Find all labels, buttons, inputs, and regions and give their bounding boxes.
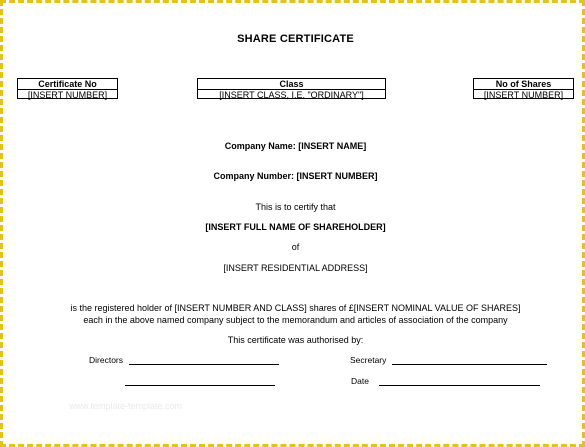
holder-line-2: each in the above named company subject to the memorandum and articles of association of the company: [83, 315, 508, 325]
authorised-text: This certificate was authorised by:: [227, 335, 364, 345]
holder-line-1: is the registered holder of [INSERT NUMBER AND CLASS] shares of £[INSERT NOMINAL VALUE OF SHARES]: [70, 303, 521, 313]
shareholder-name: [INSERT FULL NAME OF SHAREHOLDER]: [205, 222, 386, 232]
date-line: [379, 385, 540, 386]
residential-address: [INSERT RESIDENTIAL ADDRESS]: [223, 263, 368, 273]
director-signature-line-2: [125, 385, 275, 386]
date-label: Date: [351, 376, 369, 386]
watermark: www.template-template.com: [69, 401, 183, 411]
company-number: Company Number: [INSERT NUMBER]: [213, 171, 378, 181]
no-of-shares-box: [473, 78, 574, 99]
class-box: [197, 78, 386, 99]
certificate-title: SHARE CERTIFICATE: [237, 33, 354, 45]
certificate-no-box: [17, 78, 118, 99]
certificate-no-value: [INSERT NUMBER]: [27, 90, 108, 100]
certify-text: This is to certify that: [255, 202, 336, 212]
certificate-no-header: Certificate No: [18, 79, 117, 90]
of-text: of: [291, 242, 300, 252]
directors-label: Directors: [89, 355, 124, 365]
company-name: Company Name: [INSERT NAME]: [224, 141, 367, 151]
class-header: Class: [198, 79, 385, 90]
director-signature-line-1: [129, 364, 279, 365]
no-of-shares-header: No of Shares: [474, 79, 573, 90]
certificate-page: [9, 9, 576, 438]
secretary-signature-line: [392, 364, 547, 365]
class-value: [INSERT CLASS, I.E. "ORDINARY"]: [219, 90, 364, 100]
no-of-shares-value: [INSERT NUMBER]: [483, 90, 564, 100]
secretary-label: Secretary: [350, 355, 387, 365]
